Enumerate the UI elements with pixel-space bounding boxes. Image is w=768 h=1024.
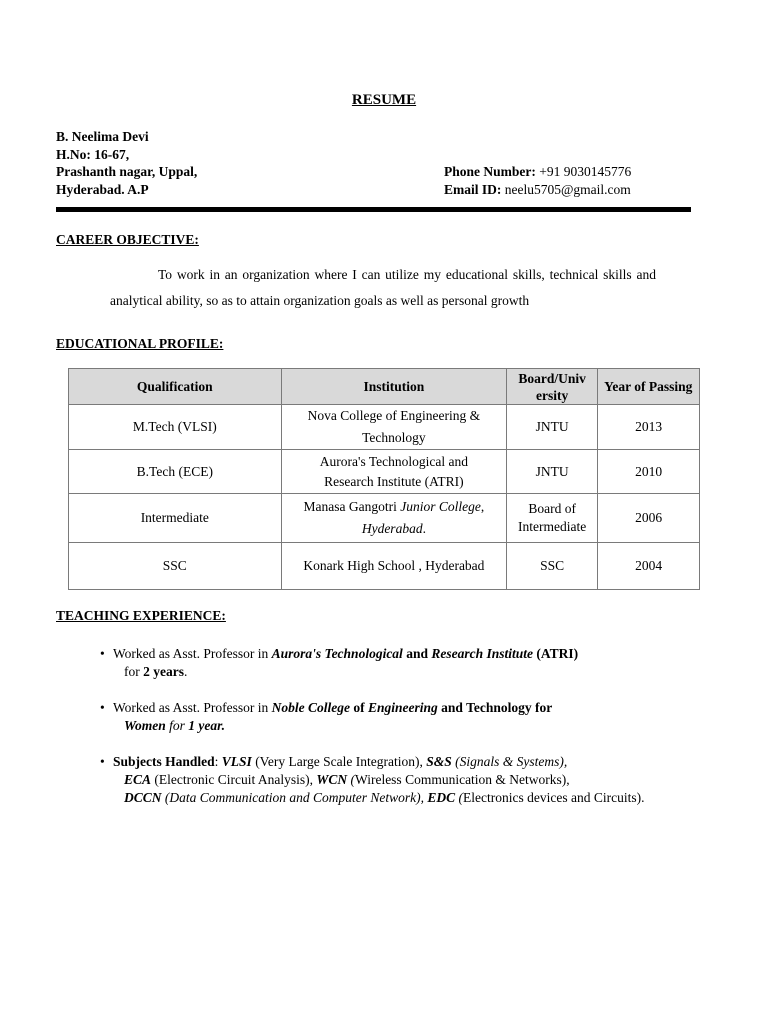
cell-board: JNTU: [507, 405, 598, 450]
subject-code: ECA: [124, 772, 152, 787]
institution-emphasis: Engineering: [368, 700, 438, 715]
duration: 1 year.: [188, 718, 226, 733]
bullet-icon: •: [100, 700, 105, 715]
cell-institution: Konark High School , Hyderabad: [281, 543, 507, 590]
cell-institution-line: [286, 518, 503, 540]
cell-institution: [281, 494, 507, 543]
resume-title: RESUME: [351, 92, 417, 108]
cell-institution-line: Aurora's Technological and: [319, 453, 468, 469]
cell-institution: Nova College of Engineering & Technology: [281, 405, 507, 450]
institution-comma: ,: [480, 499, 485, 514]
contact-address-block: [56, 128, 197, 198]
text: for: [124, 664, 144, 679]
teaching-item-1: [100, 645, 660, 681]
address-area: Prashanth nagar, Uppal,: [56, 164, 198, 179]
email-value: neelu5705@gmail.com: [504, 181, 631, 197]
header-divider: [56, 207, 691, 212]
subject-code: S&S: [426, 754, 452, 769]
list-item: [100, 645, 660, 663]
text: for: [165, 718, 189, 733]
table-row: [69, 405, 700, 450]
subject-code: VLSI: [221, 754, 252, 769]
house-number: H.No: 16-67,: [56, 146, 130, 162]
educational-profile-heading: EDUCATIONAL PROFILE:: [56, 336, 224, 351]
phone-label: Phone Number:: [444, 164, 536, 179]
table-header-row: [69, 369, 700, 405]
institution-emphasis: Aurora's Technological: [271, 646, 403, 661]
address-city: Hyderabad. A.P: [56, 181, 149, 197]
subject-desc: (Very Large Scale Integration),: [251, 754, 427, 769]
text: and Technology for: [437, 700, 553, 715]
cell-board: JNTU: [507, 450, 598, 494]
list-item-continuation: [100, 663, 660, 681]
list-item: [100, 753, 660, 771]
subject-desc: Electronics devices and Circuits).: [463, 790, 645, 805]
institution-name: Manasa Gangotri: [303, 499, 397, 514]
cell-year: 2004: [598, 543, 700, 590]
candidate-name: B. Neelima Devi: [56, 129, 149, 144]
career-objective-text: [110, 262, 656, 314]
table-row: [69, 543, 700, 590]
institution-name-italic: Junior College: [400, 499, 481, 514]
cell-institution-line: [286, 496, 503, 518]
text: of: [350, 700, 369, 715]
phone-value: +91 9030145776: [539, 164, 632, 179]
cell-qualification: M.Tech (VLSI): [69, 405, 282, 450]
teaching-item-3: [100, 753, 660, 807]
education-table: [68, 368, 700, 590]
subjects-label: Subjects Handled: [113, 754, 215, 769]
table-row: [69, 494, 700, 543]
bullet-icon: •: [100, 754, 105, 769]
duration: 2 years: [143, 664, 184, 679]
header-board: Board/Univ ersity: [507, 369, 598, 405]
contact-details-block: [444, 163, 631, 198]
subject-desc: (Signals & Systems),: [451, 754, 568, 769]
list-item-continuation: [100, 771, 660, 789]
cell-year: 2013: [598, 405, 700, 450]
header-institution: Institution: [281, 369, 507, 405]
email-line: [444, 181, 631, 199]
cell-institution-line: Research Institute (ATRI): [324, 473, 464, 489]
text: Worked as Asst. Professor in: [113, 700, 272, 715]
cell-qualification: SSC: [69, 543, 282, 590]
text: and: [402, 646, 432, 661]
text: (ATRI): [532, 646, 579, 661]
teaching-experience-heading: TEACHING EXPERIENCE:: [56, 608, 226, 623]
header-year: Year of Passing: [598, 369, 700, 405]
cell-institution: [281, 450, 507, 494]
cell-board: Board of Intermediate: [507, 494, 598, 543]
cell-year: 2010: [598, 450, 700, 494]
text: .: [184, 664, 188, 679]
institution-city: Hyderabad: [361, 521, 423, 536]
institution-period: .: [422, 521, 426, 536]
subject-desc: (: [455, 790, 464, 805]
table-row: [69, 450, 700, 494]
text: :: [214, 754, 222, 769]
career-objective-body: To work in an organization where I can utilize my educational skills, technical skills and analytical ability, so as to attain organization goals as well as personal growth: [110, 267, 656, 308]
subject-desc: (Electronic Circuit Analysis),: [151, 772, 317, 787]
cell-board: SSC: [507, 543, 598, 590]
phone-line: [444, 163, 631, 181]
subject-desc: (Data Communication and Computer Network),: [161, 790, 428, 805]
list-item-continuation: [100, 789, 660, 807]
subject-code: DCCN: [124, 790, 162, 805]
cell-qualification: B.Tech (ECE): [69, 450, 282, 494]
cell-qualification: Intermediate: [69, 494, 282, 543]
list-item: [100, 699, 660, 717]
subject-desc: (: [347, 772, 355, 787]
list-item-continuation: [100, 717, 660, 735]
header-qualification: Qualification: [69, 369, 282, 405]
bullet-icon: •: [100, 646, 105, 661]
subject-code: WCN: [316, 772, 348, 787]
text: Women: [124, 718, 166, 733]
subject-desc: Wireless Communication & Networks),: [355, 772, 570, 787]
cell-year: 2006: [598, 494, 700, 543]
institution-emphasis: Research Institute: [431, 646, 533, 661]
subject-code: EDC: [427, 790, 456, 805]
text: Worked as Asst. Professor in: [113, 646, 272, 661]
career-objective-heading: CAREER OBJECTIVE:: [56, 232, 199, 247]
email-label: Email ID:: [444, 181, 502, 197]
institution-emphasis: Noble College: [271, 700, 351, 715]
teaching-item-2: [100, 699, 660, 735]
